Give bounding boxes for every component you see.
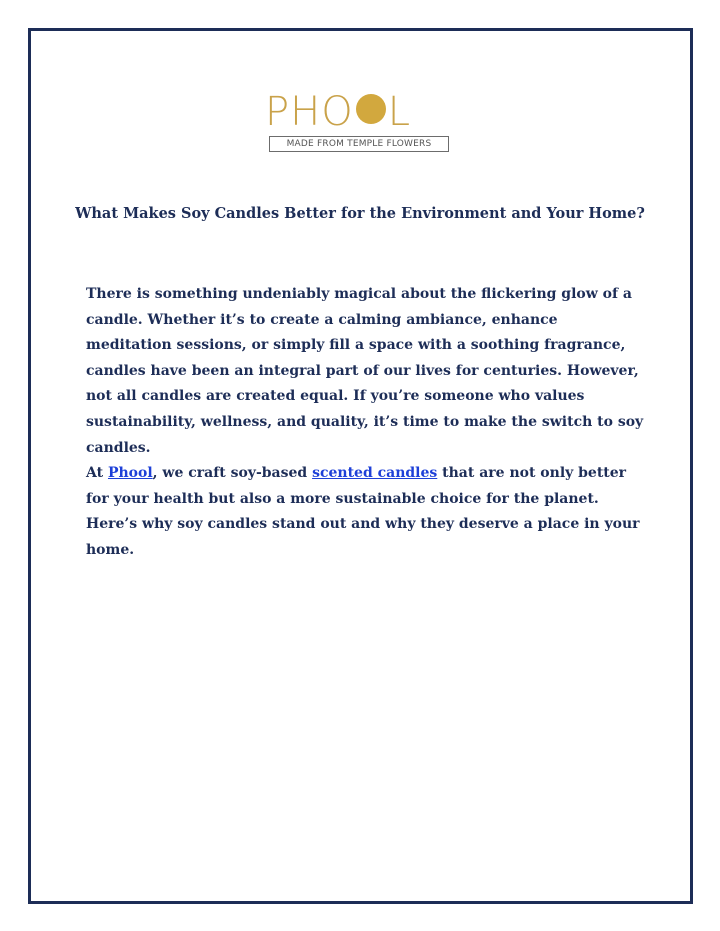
logo-tagline: MADE FROM TEMPLE FLOWERS bbox=[269, 136, 449, 152]
paragraph-phool bbox=[86, 461, 646, 563]
document-body bbox=[86, 282, 646, 564]
phool-link[interactable]: Phool bbox=[107, 465, 153, 482]
logo-text-end: L bbox=[387, 89, 411, 135]
logo-diya-icon bbox=[356, 94, 386, 124]
paragraph-suffix: that are not only better for your health but also a more sustainable choice for the planet. Here’s why soy candles stand out and why they deserve a place in your home. bbox=[86, 465, 640, 558]
paragraph-intro: There is something undeniably magical about the flickering glow of a candle. Whether it’s to create a calming ambiance, enhance meditation sessions, or simply fill a space with a soothing fragrance, candles have been an integral part of our lives for centuries. However, not all candles are created equal. If you’re someone who values sustainability, wellness, and quality, it’s time to make the switch to soy candles. bbox=[86, 286, 644, 456]
scented-candles-link[interactable]: scented candles bbox=[312, 465, 438, 482]
logo-text-start: PHO bbox=[265, 89, 354, 135]
logo-wordmark bbox=[265, 89, 411, 135]
phool-logo bbox=[265, 89, 455, 155]
paragraph-middle: , we craft soy-based bbox=[152, 465, 313, 482]
paragraph-prefix: At bbox=[86, 465, 108, 482]
document-title: What Makes Soy Candles Better for the Environment and Your Home? bbox=[75, 205, 645, 222]
